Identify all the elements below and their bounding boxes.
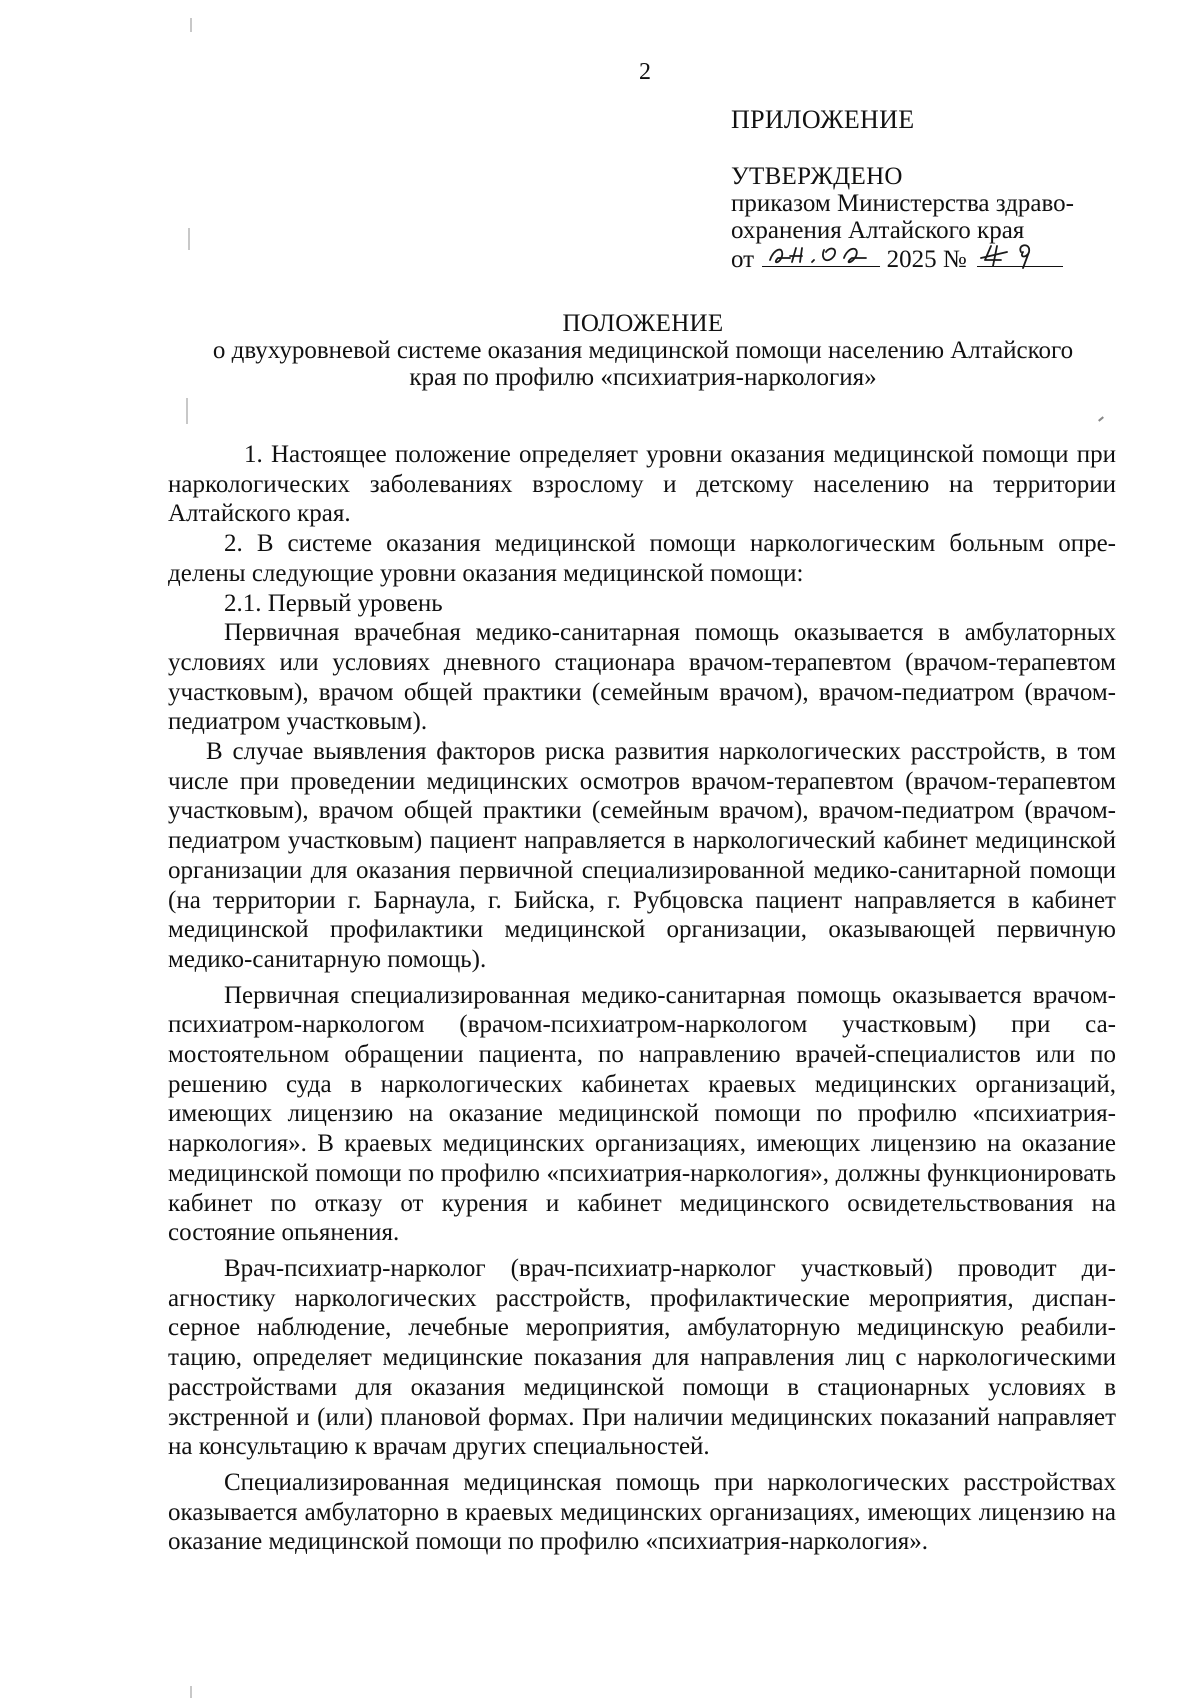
scan-artifact bbox=[190, 18, 192, 32]
title-heading: ПОЛОЖЕНИЕ bbox=[562, 310, 724, 337]
page-number: 2 bbox=[639, 59, 651, 85]
paragraph-6: Врач-психиатр-нарколог (врач-психиатр-нарколог участковый) проводит диагностику наркологических расстройств, профилактические мероприятия, диспансерное наблюдение, лечебные мероприятия, амбулаторную медицинскую реабилитацию, определяет медицинские показания для направления лиц с наркологическими расстройствами для оказания медицинской помощи в стационарных условиях в экстренной и (или) плановой формах. При наличии медицинских показаний направляет на консультацию к врачам других специальностей. bbox=[168, 1254, 1116, 1461]
scan-artifact bbox=[188, 228, 190, 250]
paragraph-7: Специализированная медицинская помощь при наркологических расстройствах оказывается амбулаторно в краевых медицинских организациях, имеющих лицензию на оказание медицинской помощи по профилю «психиатрия-наркология». bbox=[168, 1468, 1116, 1556]
year-and-number-label: 2025 № bbox=[886, 246, 967, 273]
approval-ministry-line: охранения Алтайского края bbox=[731, 217, 1025, 244]
approval-stamp-block bbox=[731, 106, 1111, 273]
document-body bbox=[168, 440, 1116, 1557]
title-subtitle-line-2: края по профилю «психиатрия-наркология» bbox=[409, 364, 877, 391]
scan-artifact bbox=[186, 398, 188, 424]
appendix-label: ПРИЛОЖЕНИЕ bbox=[731, 105, 915, 134]
handwritten-date bbox=[762, 244, 880, 267]
paragraph-2-1: 2.1. Первый уровень bbox=[224, 589, 443, 617]
handwritten-date-icon bbox=[762, 238, 880, 268]
scan-artifact bbox=[1098, 416, 1104, 421]
paragraph-2: 2. В системе оказания медицинской помощи наркологическим больным определены следующие уровни оказания медицинской помощи: bbox=[168, 530, 1116, 587]
handwritten-number bbox=[977, 244, 1063, 267]
paragraph-1: 1. Настоящее положение определяет уровни оказания медицинской помощи при наркологических заболеваниях взрослому и детскому населению на территории Алтайского края. bbox=[168, 441, 1116, 528]
paragraph-3: Первичная врачебная медико-санитарная помощь оказывается в амбулаторных условиях или условиях дневного стационара врачом-терапевтом (врачом-терапевтом участковым), врачом общей практики (семейным врачом), врачом-педиатром (врачом-педиатром участковым). bbox=[168, 619, 1116, 736]
approval-order-line: приказом Министерства здраво- bbox=[731, 190, 1074, 217]
paragraph-5: Первичная специализированная медико-санитарная помощь оказывается врачом-психиатром-наркологом (врачом-психиатром-наркологом участковым) при самостоятельном обращении пациента, по направлению врачей-специалистов или по решению суда в наркологических кабинетах краевых медицинских организаций, имеющих лицензию на оказание медицинской помощи по профилю «психиатрия-наркология». В краевых медицинских организациях, имеющих лицензию на оказание медицинской помощи по профилю «психиатрия-наркология», должны функционировать кабинет по отказу от курения и кабинет медицинского освидетельствования на состояние опьянения. bbox=[168, 981, 1116, 1247]
scan-artifact bbox=[190, 1686, 192, 1698]
approved-label: УТВЕРЖДЕНО bbox=[731, 163, 903, 190]
title-subtitle-line-1: о двухуровневой системе оказания медицинской помощи населению Алтайского bbox=[212, 337, 1074, 364]
paragraph-4: В случае выявления факторов риска развития наркологических расстройств, в том числе при проведении медицинских осмотров врачом-терапевтом (врачом-терапевтом участковым), врачом общей практики (семейным врачом), врачом-педиатром (врачом-педиатром участковым) пациент направляется в наркологический кабинет медицинской организации для оказания первичной специализированной медико-санитарной помощи (на территории г. Барнаула, г. Бийска, г. Рубцовска пациент направляется в кабинет медицинской профилактики медицинской организации, оказывающей первичную медико-санитарную помощь). bbox=[168, 738, 1116, 973]
handwritten-number-icon bbox=[977, 238, 1063, 268]
from-label: от bbox=[731, 246, 755, 273]
approval-date-line bbox=[731, 244, 1111, 273]
document-title bbox=[168, 310, 1118, 391]
